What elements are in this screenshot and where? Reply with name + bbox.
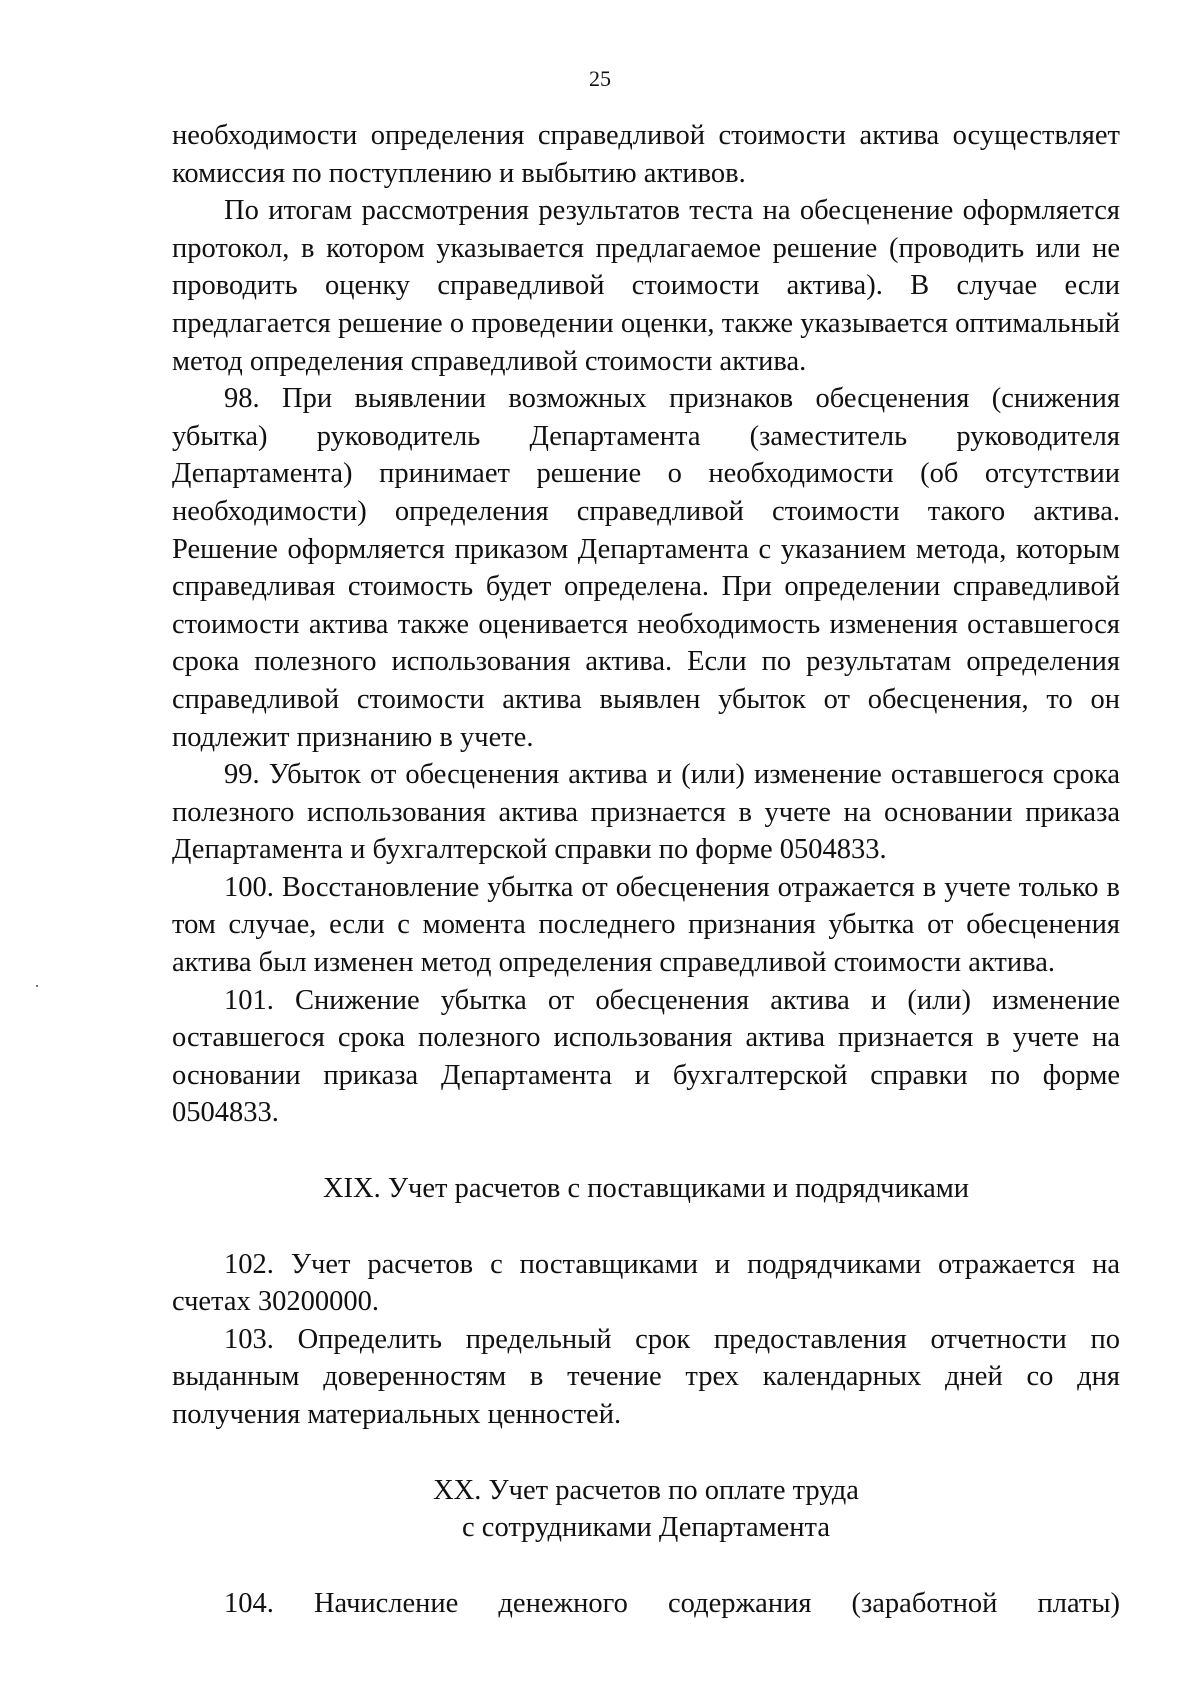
paragraph-99: 99. Убыток от обесценения актива и (или) изменение оставшегося срока полезного использования актива признается в учете на основании приказа Департамента и бухгалтерской справки по форме 0504833. [172,759,1120,866]
paragraph-102: 102. Учет расчетов с поставщиками и подрядчиками отражается на счетах 30200000. [172,1248,1120,1318]
section-heading-xx-line1: XX. Учет расчетов по оплате труда [433,1474,859,1506]
paragraph-103: 103. Определить предельный срок предоставления отчетности по выданным доверенностям в течение трех календарных дней со дня получения материальных ценностей. [172,1323,1120,1430]
scan-speck [36,985,38,987]
section-heading-xx [172,1472,1120,1547]
section-heading-xix: XIX. Учет расчетов с поставщиками и подрядчиками [322,1173,970,1205]
document-body [172,117,1120,1622]
paragraph-101: 101. Снижение убытка от обесценения актива и (или) изменение оставшегося срока полезного использования актива признается в учете на основании приказа Департамента и бухгалтерской справки по форме 0504833. [172,984,1120,1129]
page-number: 25 [589,66,611,91]
paragraph-100: 100. Восстановление убытка от обесценения отражается в учете только в том случае, если с момента последнего признания убытка от обесценения актива был изменен метод определения справедливой стоимости актива. [172,871,1120,979]
paragraph-104: 104. Начисление денежного содержания (заработной платы) [224,1587,1120,1619]
paragraph-continuation: необходимости определения справедливой стоимости актива осуществляет комиссия по поступлению и выбытию активов. [172,120,1120,189]
section-heading-xx-line2: с сотрудниками Департамента [462,1512,830,1544]
paragraph-98: 98. При выявлении возможных признаков обесценения (снижения убытка) руководитель Департамента (заместитель руководителя Департамента) принимает решение о необходимости (об отсутствии необходимости) определения справедливой стоимости такого актива. Решение оформляется приказом Департамента с указанием метода, которым справедливая стоимость будет определена. При определении справедливой стоимости актива также оценивается необходимость изменения оставшегося срока полезного использования актива. Если по результатам определения справедливой стоимости актива выявлен убыток от обесценения, то он подлежит признанию в учете. [172,383,1120,753]
paragraph-test-protocol: По итогам рассмотрения результатов теста на обесценение оформляется протокол, в котором указывается предлагаемое решение (проводить или не проводить оценку справедливой стоимости актива). В случае если предлагается решение о проведении оценки, также указывается оптимальный метод определения справедливой стоимости актива. [172,195,1120,377]
